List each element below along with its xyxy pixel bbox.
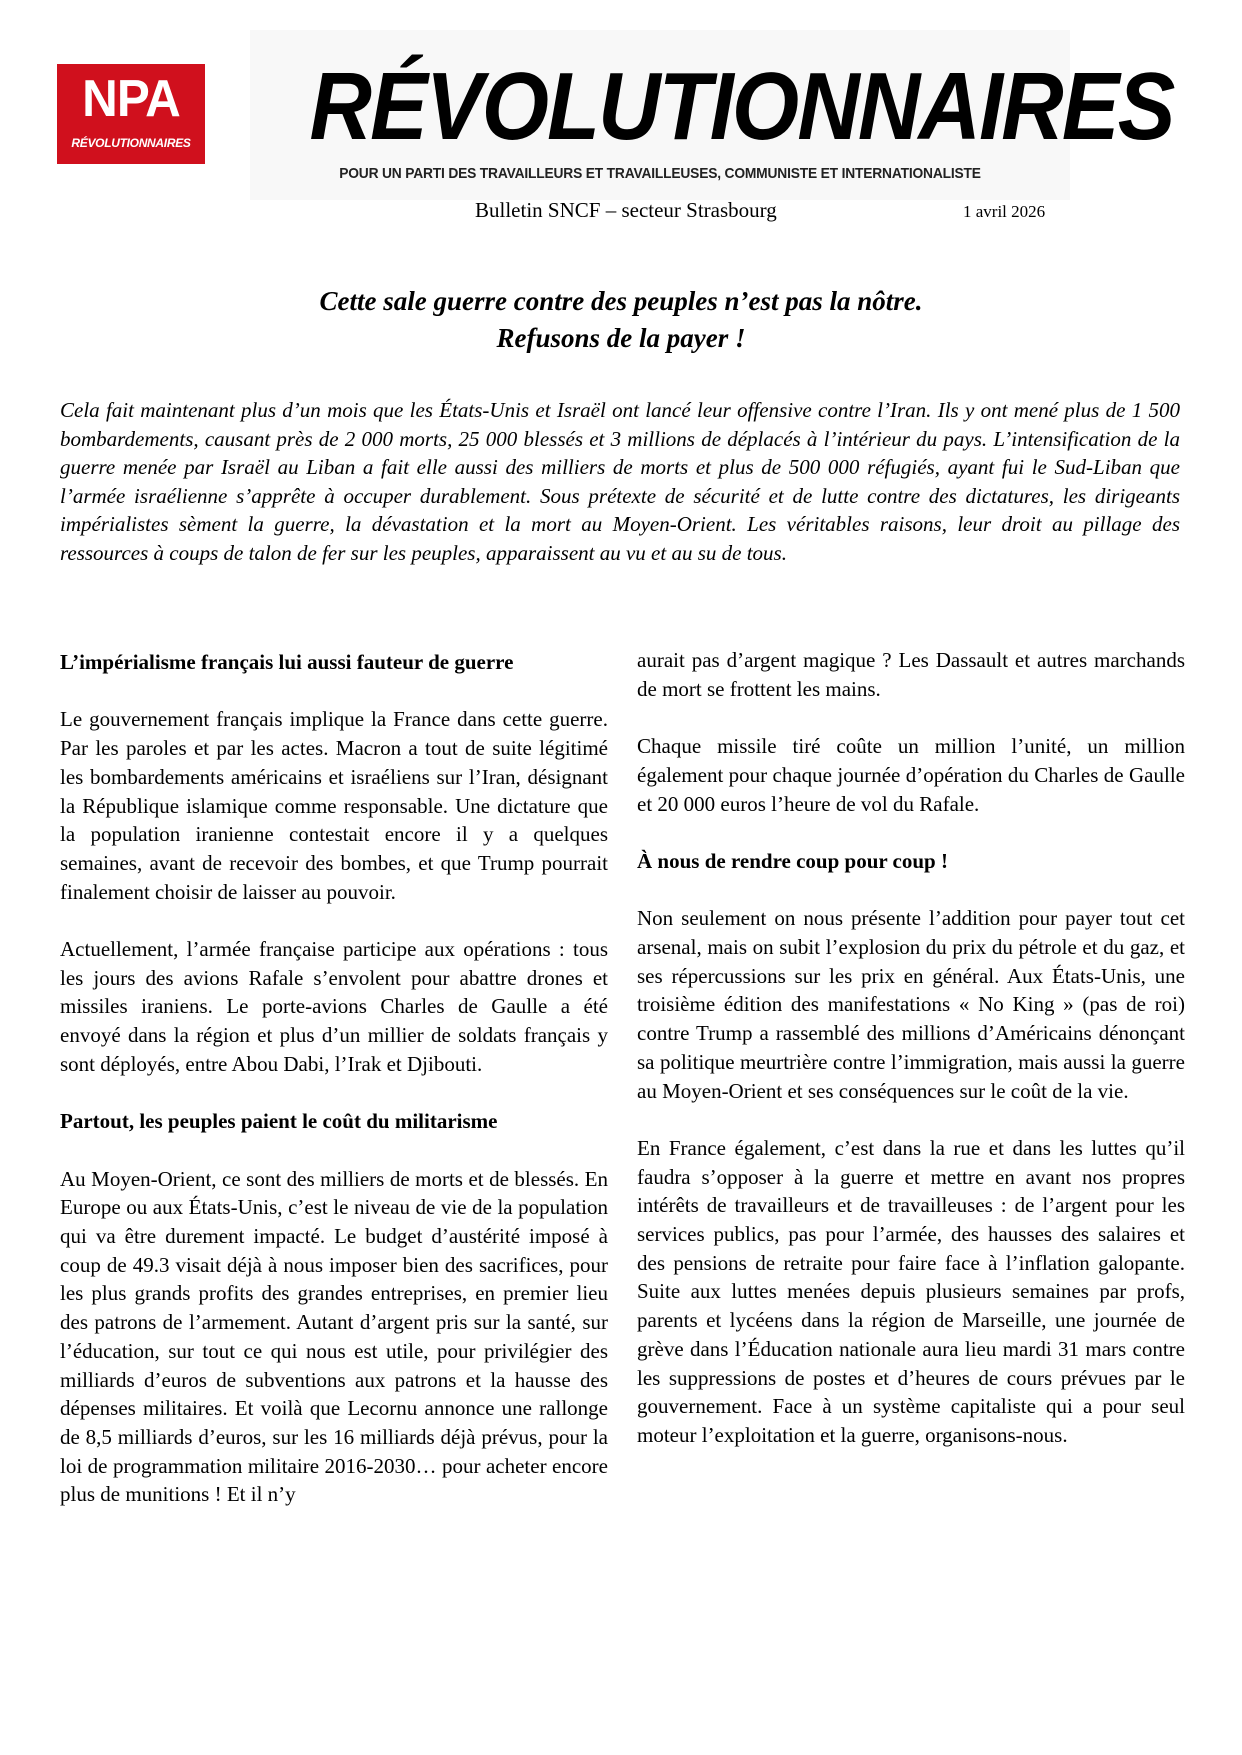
bulletin-label: Bulletin SNCF – secteur Strasbourg [475, 198, 777, 222]
headline-line-1: Cette sale guerre contre des peuples n’est pas la nôtre. [319, 286, 923, 316]
right-column [637, 646, 1185, 1478]
headline [0, 283, 1242, 357]
left-column [60, 648, 608, 1538]
paragraph: Actuellement, l’armée française participe aux opérations : tous les jours des avions Rafale s’envolent pour abattre drones et missiles iraniens. Le porte-avions Charles de Gaulle a été envoyé dans la région et plus d’un millier de soldats français y sont déployés, entre Abou Dabi, l’Irak et Djibouti. [60, 937, 608, 1076]
logo-sub-text: RÉVOLUTIONNAIRES [71, 136, 191, 150]
intro-paragraph: Cela fait maintenant plus d’un mois que les États-Unis et Israël ont lancé leur offensive contre l’Iran. Ils y ont mené plus de 1 500 bombardements, causant près de 2 000 morts, 25 000 blessés et 3 millions de déplacés à l’intérieur du pays. L’intensification de la guerre menée par Israël au Liban a fait elle aussi des milliers de morts et plus de 500 000 réfugiés, ayant fui le Sud-Liban que l’armée israélienne s’apprête à occuper durablement. Sous prétexte de sécurité et de lutte contre des dictatures, les dirigeants impérialistes sèment la guerre, la dévastation et la mort au Moyen-Orient. Les véritables raisons, leur droit au pillage des ressources à coups de talon de fer sur les peuples, apparaissent au vu et au su de tous. [60, 398, 1180, 565]
headline-line-2: Refusons de la payer ! [496, 323, 746, 353]
masthead-tagline: POUR UN PARTI DES TRAVAILLEURS ET TRAVAILLEUSES, COMMUNISTE ET INTERNATIONALISTE [339, 165, 981, 182]
paragraph: Non seulement on nous présente l’addition pour payer tout cet arsenal, mais on subit l’explosion du prix du pétrole et du gaz, et ses répercussions sur les prix en général. Aux États-Unis, une troisième édition des manifestations « No King » (pas de roi) contre Trump a rassemblé des millions d’Américains dénonçant sa politique meurtrière contre l’immigration, mais aussi la guerre au Moyen-Orient et ses conséquences sur le coût de la vie. [637, 906, 1185, 1103]
paragraph: Chaque missile tiré coûte un million l’unité, un million également pour chaque journée d’opération du Charles de Gaulle et 20 000 euros l’heure de vol du Rafale. [637, 734, 1185, 816]
paragraph: aurait pas d’argent magique ? Les Dassault et autres marchands de mort se frottent les mains. [637, 648, 1185, 701]
masthead [250, 30, 1174, 200]
paragraph: Le gouvernement français implique la France dans cette guerre. Par les paroles et par les actes. Macron a tout de suite légitimé les bombardements américains et israéliens sur l’Iran, désignant la République islamique comme responsable. Une dictature que la population iranienne contestait encore il y a quelques semaines, avant de recevoir des bombes, et que Trump pourrait finalement choisir de laisser au pouvoir. [60, 707, 608, 904]
paragraph: En France également, c’est dans la rue et dans les luttes qu’il faudra s’opposer à la guerre et mettre en avant nos propres intérêts de travailleurs et de travailleuses : de l’argent pour les services publics, pas pour l’armée, des hausses des salaires et des pensions de retraite pour faire face à l’inflation galopante. Suite aux luttes menées depuis plusieurs semaines par profs, parents et lycéens dans la région de Marseille, une journée de grève dans l’Éducation nationale aura lieu mardi 31 mars contre les suppressions de postes et d’heures de cours prévues par le gouvernement. Face à un système capitaliste qui a pour seul moteur l’exploitation et la guerre, organisons-nous. [637, 1135, 1185, 1447]
npa-logo [57, 64, 205, 164]
section-heading: Partout, les peuples paient le coût du militarisme [60, 1109, 498, 1134]
masthead-title: RÉVOLUTIONNAIRES [309, 53, 1174, 160]
section-heading: L’impérialisme français lui aussi fauteur de guerre [60, 650, 514, 674]
section-heading: À nous de rendre coup pour coup ! [637, 848, 948, 873]
paragraph: Au Moyen-Orient, ce sont des milliers de morts et de blessés. En Europe ou aux États-Unis, c’est le niveau de vie de la population qui va être durement impacté. Le budget d’austérité imposé à coup de 49.3 visait déjà à nous imposer bien des sacrifices, pour les plus grands profits des grandes entreprises, en premier lieu des patrons de l’armement. Autant d’argent pris sur la santé, sur l’éducation, sur tout ce qui nous est utile, pour privilégier des milliards d’euros de subventions aux patrons et la hausse des dépenses militaires. Et voilà que Lecornu annonce une rallonge de 8,5 milliards d’euros, sur les 16 milliards déjà prévus, pour la loi de programmation militaire 2016-2030… pour acheter encore plus de munitions ! Et il n’y [60, 1166, 608, 1507]
logo-main-text: NPA [82, 70, 180, 128]
issue-date: 1 avril 2026 [963, 202, 1046, 221]
